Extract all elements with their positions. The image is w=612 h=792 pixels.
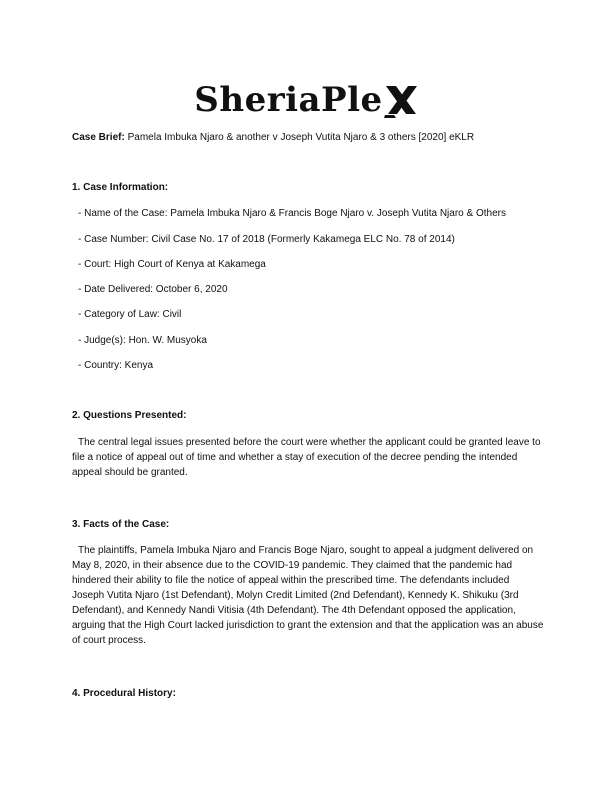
case-brief-line <box>72 131 552 145</box>
section-heading-case-information: 1. Case Information: <box>72 182 169 193</box>
sheriaplex-logo <box>0 80 612 120</box>
info-item-case-number: - Case Number: Civil Case No. 17 of 2018 (Formerly Kakamega ELC No. 78 of 2014) <box>78 234 455 245</box>
info-item-date: - Date Delivered: October 6, 2020 <box>78 284 228 295</box>
info-item-category: - Category of Law: Civil <box>78 309 182 320</box>
case-brief-label: Case Brief: <box>72 132 125 143</box>
facts-text: The plaintiffs, Pamela Imbuka Njaro and Francis Boge Njaro, sought to appeal a judgment delivered on May 8, 2020, in their absence due to the COVID-19 pandemic. They claimed that the pandemic had hindered their ability to file the notice of appeal within the prescribed time. The defendants included Joseph Vutita Njaro (1st Defendant), Molyn Credit Limited (2nd Defendant), Kennedy K. Shikuku (3rd Defendant), and Kennedy Nandi Vitisia (4th Defendant). The 4th Defendant opposed the application, arguing that the High Court lacked jurisdiction to grant the extension and that the application was an abuse of court process. <box>72 545 544 646</box>
case-brief-title: Pamela Imbuka Njaro & another v Joseph Vutita Njaro & 3 others [2020] eKLR <box>127 132 475 143</box>
info-item-judges: - Judge(s): Hon. W. Musyoka <box>78 335 207 346</box>
questions-presented-text: The central legal issues presented before the court were whether the applicant could be granted leave to file a notice of appeal out of time and whether a stay of execution of the decree pending the intended appeal should be granted. <box>72 437 541 478</box>
section-heading-procedural-history: 4. Procedural History: <box>72 688 176 699</box>
section-heading-questions-presented: 2. Questions Presented: <box>72 410 187 421</box>
section-heading-facts: 3. Facts of the Case: <box>72 519 170 530</box>
x-brand-mark-icon <box>384 82 418 118</box>
info-item-name: - Name of the Case: Pamela Imbuka Njaro & Francis Boge Njaro v. Joseph Vutita Njaro & Others <box>78 208 506 219</box>
info-item-country: - Country: Kenya <box>78 360 154 371</box>
logo-wordmark: SheriaPle <box>194 80 383 120</box>
info-item-court: - Court: High Court of Kenya at Kakamega <box>78 259 266 270</box>
